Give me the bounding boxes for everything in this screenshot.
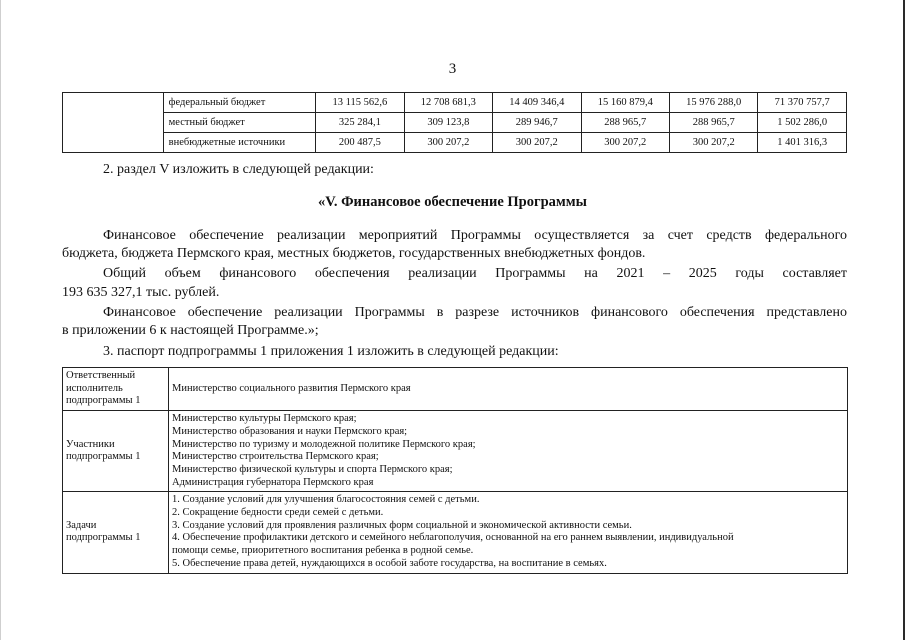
list-item: Министерство образования и науки Пермского края; — [172, 425, 408, 437]
budget-value-cell: 288 965,7 — [669, 113, 757, 133]
budget-value-cell: 14 409 346,4 — [493, 93, 581, 113]
table-row — [63, 411, 848, 492]
passport-label-cell — [63, 411, 169, 492]
list-item: 1. Создание условий для улучшения благосостояния семей с детьми. — [172, 494, 480, 506]
table-row — [63, 93, 847, 113]
list-item: Администрация губернатора Пермского края — [172, 476, 374, 488]
paragraph-line: бюджета, бюджета Пермского края, местных бюджетов, государственных внебюджетных фондов. — [62, 246, 646, 261]
budget-source-cell: местный бюджет — [163, 113, 316, 133]
list-item: 3. Создание условий для проявления различных форм социальной и экономической активности семьи. — [172, 519, 632, 531]
list-item: Министерство по туризму и молодежной политике Пермского края; — [172, 438, 476, 450]
list-item: Министерство строительства Пермского края; — [172, 451, 379, 463]
page-number: 3 — [448, 61, 457, 77]
passport-value-cell — [169, 411, 848, 492]
label-line: подпрограммы 1 — [66, 451, 141, 463]
paragraph-text: Общий объем финансового обеспечения реализации Программы на 2021 – 2025 годы составляет — [103, 266, 847, 281]
paragraph-line: 193 635 327,1 тыс. рублей. — [62, 285, 220, 300]
paragraph-line — [62, 227, 847, 245]
paragraph-line — [62, 265, 847, 283]
paragraph-line — [62, 304, 847, 322]
table-row — [63, 368, 848, 411]
budget-total-cell: 1 401 316,3 — [758, 133, 847, 153]
amendment-item-2: 2. раздел V изложить в следующей редакции: — [103, 162, 374, 177]
budget-source-cell: внебюджетные источники — [163, 133, 316, 153]
table-row — [63, 492, 848, 573]
budget-value-cell: 288 965,7 — [581, 113, 669, 133]
label-line: Участники — [66, 438, 115, 450]
budget-total-cell: 71 370 757,7 — [758, 93, 847, 113]
budget-total-cell: 1 502 286,0 — [758, 113, 847, 133]
budget-value-cell: 300 207,2 — [581, 133, 669, 153]
scan-edge-left — [0, 0, 1, 640]
passport-table — [62, 367, 848, 574]
list-item: 2. Сокращение бедности среди семей с детьми. — [172, 507, 384, 519]
budget-value-cell: 300 207,2 — [669, 133, 757, 153]
budget-value-cell: 309 123,8 — [404, 113, 492, 133]
budget-value-cell: 300 207,2 — [404, 133, 492, 153]
paragraph-line: в приложении 6 к настоящей Программе.»; — [62, 323, 319, 338]
label-line: Задачи — [66, 519, 97, 531]
list-item: 5. Обеспечение права детей, нуждающихся в особой заботе государства, на воспитание в семьях. — [172, 557, 607, 569]
budget-value-cell: 13 115 562,6 — [316, 93, 404, 113]
passport-value-cell — [169, 368, 848, 411]
budget-value-cell: 300 207,2 — [493, 133, 581, 153]
label-line: подпрограммы 1 — [66, 395, 141, 407]
budget-value-cell: 289 946,7 — [493, 113, 581, 133]
section-heading: «V. Финансовое обеспечение Программы — [318, 194, 587, 210]
label-line: Ответственный — [66, 370, 136, 381]
label-line: подпрограммы 1 — [66, 532, 141, 544]
budget-empty-cell — [63, 93, 164, 153]
budget-value-cell: 200 487,5 — [316, 133, 404, 153]
budget-value-cell: 325 284,1 — [316, 113, 404, 133]
passport-label-cell — [63, 492, 169, 573]
list-item: 4. Обеспечение профилактики детского и семейного неблагополучия, основанной на его раннем выявлении, индивидуальной — [172, 532, 734, 544]
list-item: Министерство физической культуры и спорта Пермского края; — [172, 463, 453, 475]
paragraph-text: Финансовое обеспечение реализации мероприятий Программы осуществляется за счет средств федерального — [103, 228, 847, 243]
amendment-item-3: 3. паспорт подпрограммы 1 приложения 1 изложить в следующей редакции: — [103, 344, 559, 359]
paragraph-text: Финансовое обеспечение реализации Программы в разрезе источников финансового обеспечения представлено — [103, 305, 847, 320]
label-line: исполнитель — [66, 382, 123, 394]
table-row — [63, 113, 847, 133]
budget-value-cell: 15 976 288,0 — [669, 93, 757, 113]
list-item: Министерство культуры Пермского края; — [172, 413, 357, 425]
responsible-executor: Министерство социального развития Пермского края — [172, 382, 411, 394]
budget-source-cell: федеральный бюджет — [163, 93, 316, 113]
passport-label-cell — [63, 368, 169, 411]
passport-value-cell — [169, 492, 848, 573]
table-row — [63, 133, 847, 153]
budget-value-cell: 15 160 879,4 — [581, 93, 669, 113]
list-item: помощи семье, приоритетного воспитания ребенка в родной семье. — [172, 545, 474, 557]
budget-value-cell: 12 708 681,3 — [404, 93, 492, 113]
budget-table — [62, 92, 847, 153]
